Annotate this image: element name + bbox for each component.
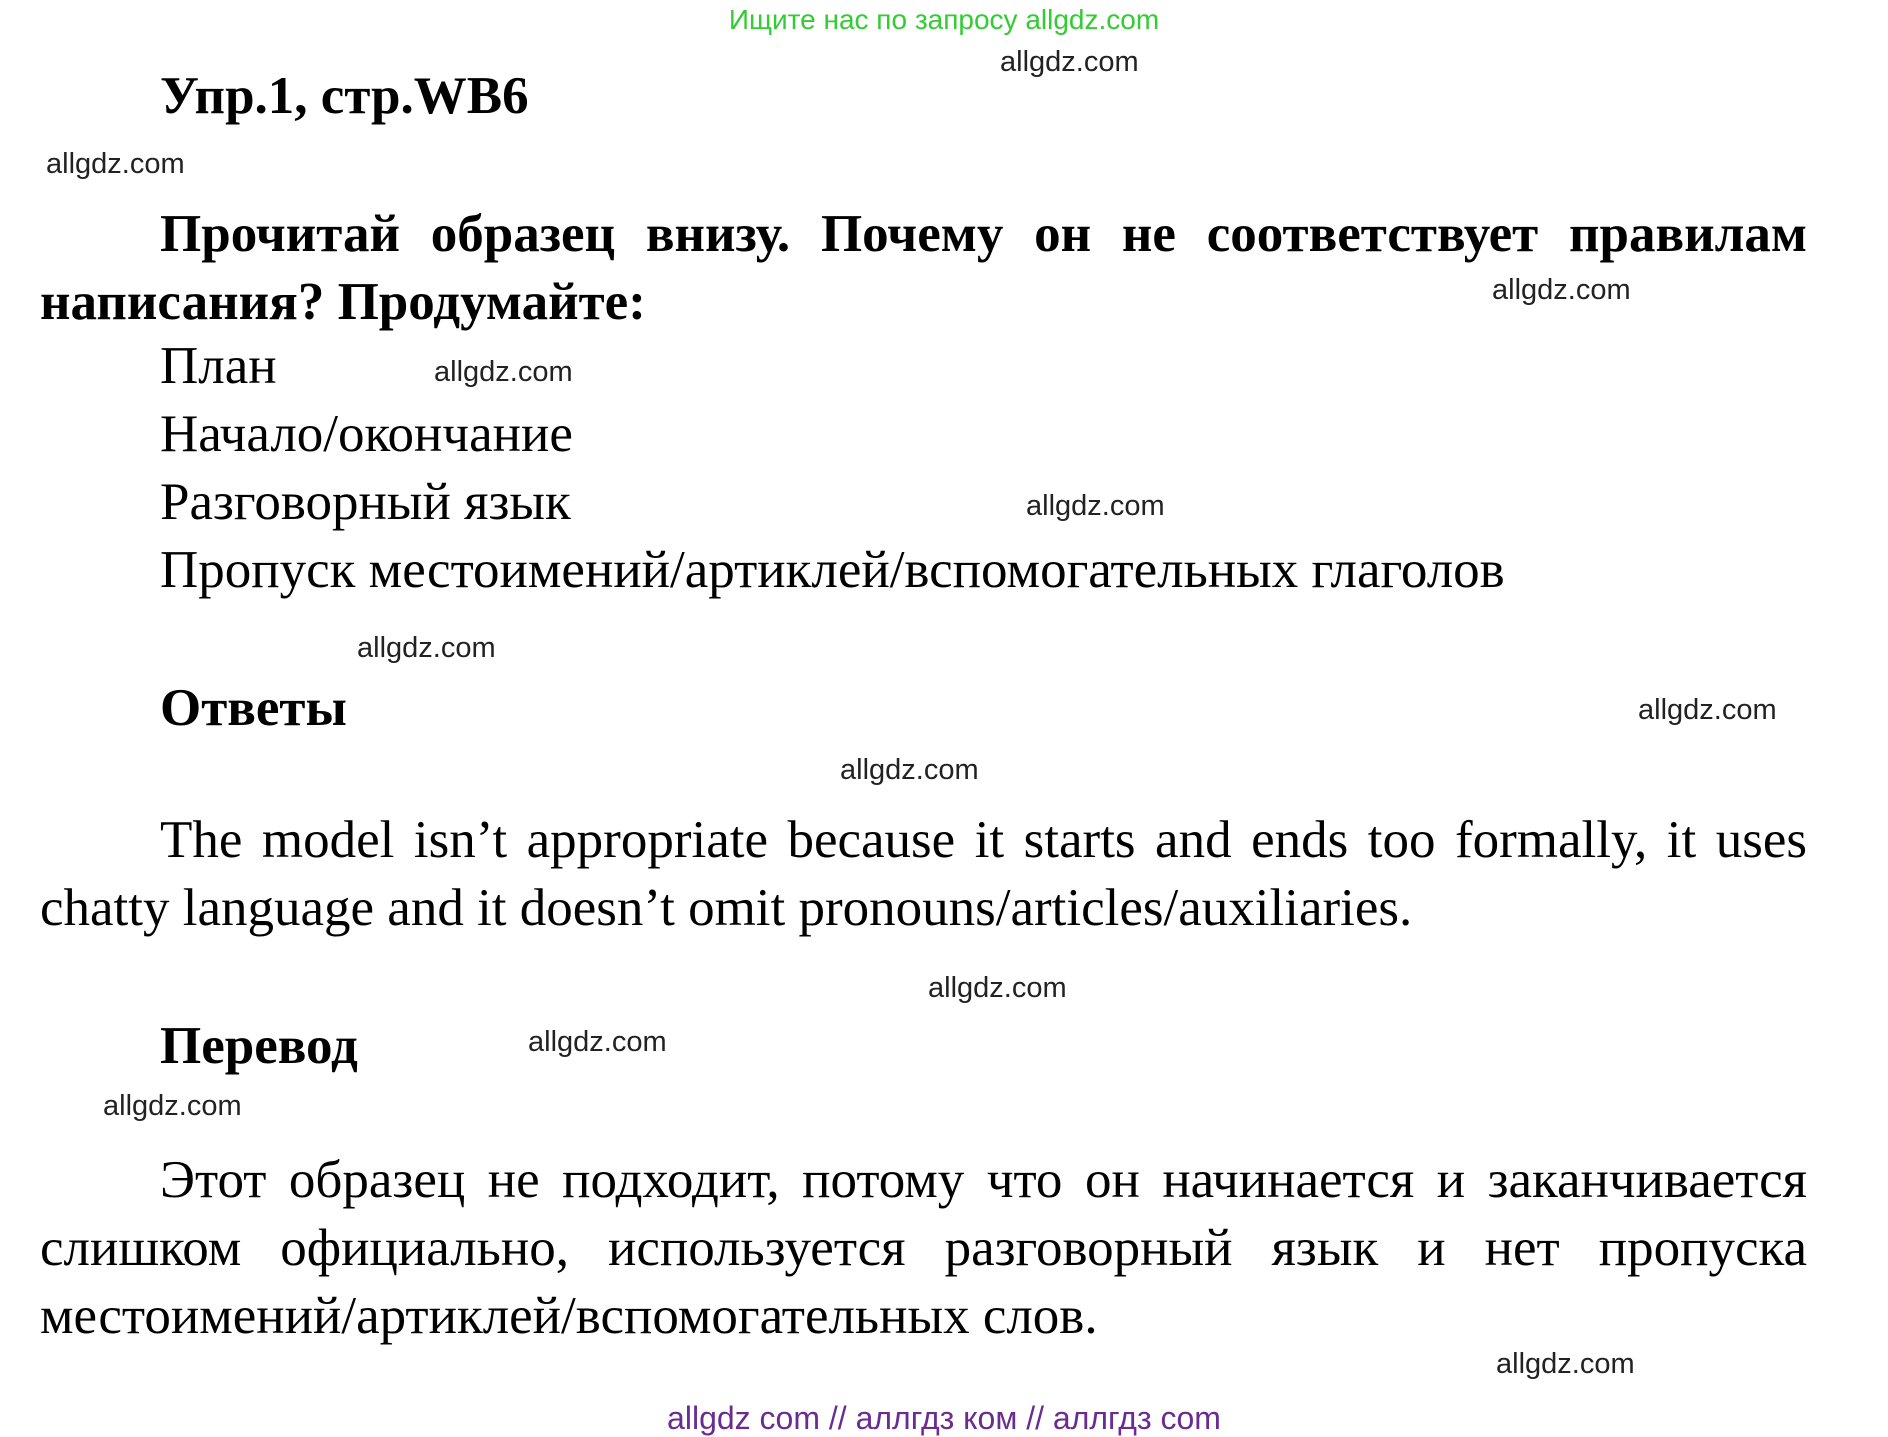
answers-heading: Ответы [160, 679, 347, 737]
answer-text: The model isn’t appropriate because it starts and ends too formally, it uses chatty language and it doesn’t omit pronouns/articles/auxiliaries. [40, 811, 1807, 937]
watermark: allgdz.com [1492, 274, 1631, 306]
exercise-title: Упр.1, стр.WB6 [160, 67, 529, 125]
watermark: allgdz.com [528, 1026, 667, 1058]
plan-item-2: Начало/окончание [160, 405, 573, 463]
watermark: allgdz.com [46, 148, 185, 180]
translation-heading: Перевод [160, 1017, 358, 1075]
watermark: allgdz.com [434, 356, 573, 388]
plan-item-3: Разговорный язык [160, 473, 571, 531]
watermark: allgdz.com [840, 754, 979, 786]
watermark: allgdz.com [1496, 1348, 1635, 1380]
watermark: allgdz.com [928, 972, 1067, 1004]
plan-item-4: Пропуск местоимений/артиклей/вспомогательных глаголов [160, 541, 1505, 599]
watermark: allgdz.com [1026, 490, 1165, 522]
watermark: allgdz.com [1638, 694, 1777, 726]
watermark: allgdz.com [103, 1090, 242, 1122]
watermark: allgdz.com [1000, 46, 1139, 78]
plan-item-1: План [160, 337, 277, 395]
footer-links: allgdz com // аллгдз ком // аллгдз com [667, 1400, 1221, 1436]
task-text: Прочитай образец внизу. Почему он не соответствует правилам написания? Продумайте: [40, 205, 1807, 331]
translation-text: Этот образец не подходит, потому что он начинается и заканчивается слишком официально, используется разговорный язык и нет пропуска местоимений/артиклей/вспомогательных слов. [40, 1151, 1807, 1345]
search-banner: Ищите нас по запросу allgdz.com [728, 4, 1160, 35]
watermark: allgdz.com [357, 632, 496, 664]
